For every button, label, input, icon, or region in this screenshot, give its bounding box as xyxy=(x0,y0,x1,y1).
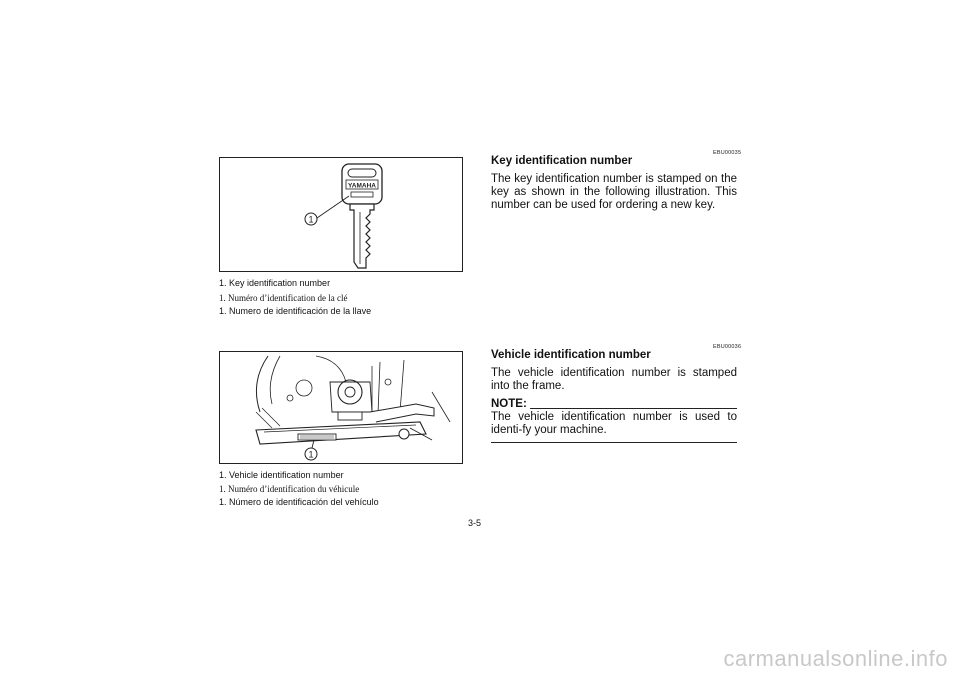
watermark: carmanualsonline.info xyxy=(723,646,948,671)
section-code: EBU00035 xyxy=(713,150,742,156)
figure1-caption-en: 1. Key identification number xyxy=(219,278,331,288)
key-brand-stamp: YAMAHA xyxy=(348,182,376,190)
section-body: The key identification number is stamped on the key as shown in the following illustration. This number can be used for ordering a new key. xyxy=(491,173,737,211)
section-code: EBU00036 xyxy=(713,344,742,350)
figure2-caption-es: 1. Número de identificación del vehículo xyxy=(219,497,379,507)
key-illustration xyxy=(220,158,464,273)
callout-number: 1 xyxy=(308,449,314,460)
section-body: The vehicle identification number is stamped into the frame. xyxy=(491,367,737,392)
section-heading: Key identification number xyxy=(491,155,633,167)
figure2-caption-en: 1. Vehicle identification number xyxy=(219,470,344,480)
note-end-divider xyxy=(491,442,737,443)
note-divider xyxy=(530,408,737,409)
figure2-caption-fr: 1. Numéro d’identification du véhicule xyxy=(219,484,360,494)
figure1-caption-fr: 1. Numéro d’identification de la clé xyxy=(219,293,348,303)
note-text: The vehicle identification number is used to identi-fy your machine. xyxy=(491,411,737,436)
section-heading: Vehicle identification number xyxy=(491,349,651,361)
callout-number: 1 xyxy=(308,214,314,225)
frame-illustration xyxy=(220,352,464,465)
note-label: NOTE: xyxy=(491,398,527,410)
figure1-caption-es: 1. Numero de identificación de la llave xyxy=(219,306,372,316)
key-illustration-figure xyxy=(219,157,463,272)
page-number: 3-5 xyxy=(468,518,482,528)
frame-illustration-figure xyxy=(219,351,463,464)
